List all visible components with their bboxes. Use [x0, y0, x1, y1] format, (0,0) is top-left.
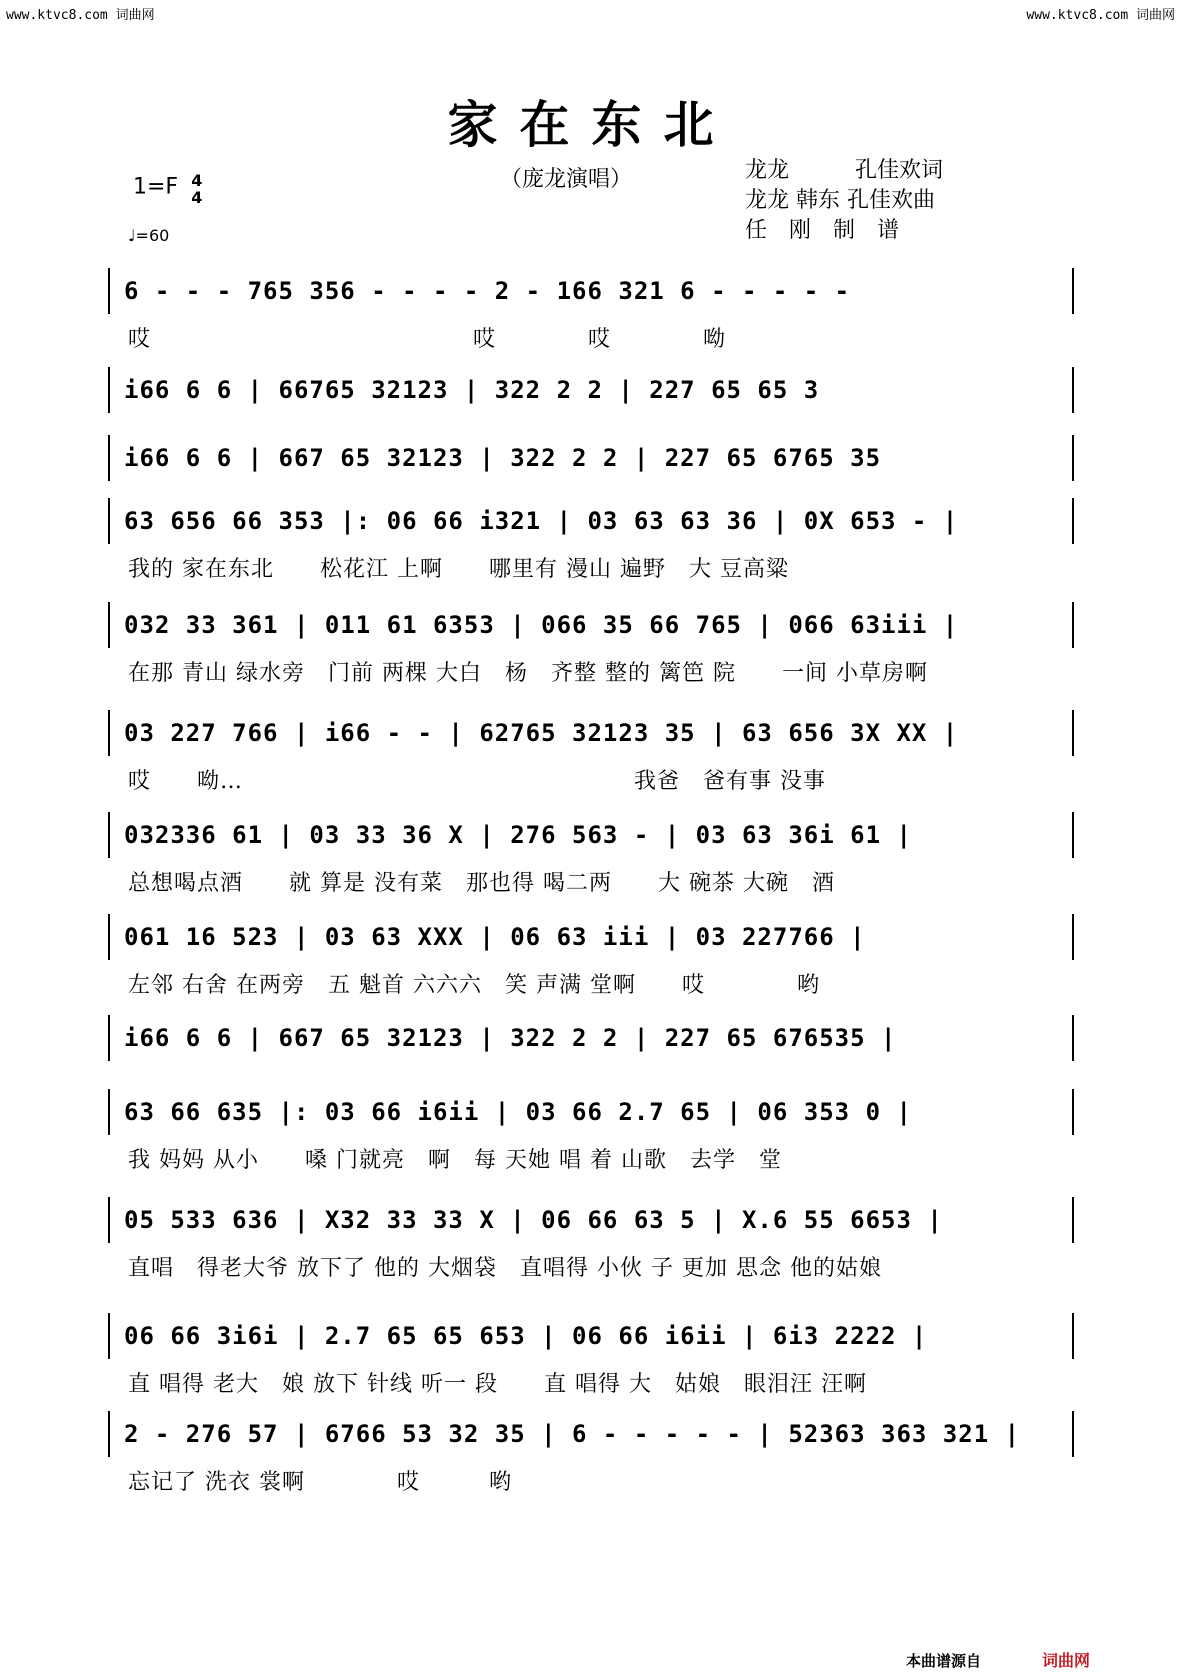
credit-transcriber: 任 刚 制 谱	[745, 218, 900, 243]
lyric-line: 我 妈妈 从小 嗓 门就亮 啊 每 天她 唱 着 山歌 去学 堂	[128, 1148, 782, 1173]
score-system	[108, 812, 1074, 897]
lyric-line: 总想喝点酒 就 算是 没有菜 那也得 喝二两 大 碗茶 大碗 酒	[128, 871, 835, 896]
score-system	[108, 1411, 1074, 1496]
key-signature	[133, 172, 202, 206]
notation-line: i66 6 6 | 667 65 32123 | 322 2 2 | 227 65 6765 35	[108, 435, 1074, 481]
notation-line: 032 33 361 | 011 61 6353 | 066 35 66 765 | 066 63iii |	[108, 602, 1074, 648]
key-label: 1=F	[133, 174, 179, 200]
credit-lyrics: 龙龙 孔佳欢词	[745, 158, 944, 183]
credit-music: 龙龙 韩东 孔佳欢曲	[745, 188, 935, 213]
song-title: 家在东北	[447, 95, 736, 154]
notation-line: 03 227 766 | i66 - - | 62765 32123 35 | 63 656 3X XX |	[108, 710, 1074, 756]
score-system	[108, 268, 1074, 353]
tempo-marking: ♩=60	[128, 226, 170, 245]
notation-line: i66 6 6 | 667 65 32123 | 322 2 2 | 227 65 676535 |	[108, 1015, 1074, 1061]
lyric-line: 哎 呦… 我爸 爸有事 没事	[128, 769, 826, 794]
notation-line: 2 - 276 57 | 6766 53 32 35 | 6 - - - - - | 52363 363 321 |	[108, 1411, 1074, 1457]
time-signature	[191, 172, 202, 206]
time-signature-top: 4	[191, 171, 203, 190]
notation-line: 63 66 635 |: 03 66 i6ii | 03 66 2.7 65 | 06 353 0 |	[108, 1089, 1074, 1135]
score-system	[108, 367, 1074, 421]
performer: （庞龙演唱）	[500, 167, 633, 192]
score-system	[108, 710, 1074, 795]
notation-line: 05 533 636 | X32 33 33 X | 06 66 63 5 | X.6 55 6653 |	[108, 1197, 1074, 1243]
lyric-line: 左邻 右舍 在两旁 五 魁首 六六六 笑 声满 堂啊 哎 哟	[128, 973, 820, 998]
score-system	[108, 498, 1074, 583]
watermark-right: www.ktvc8.com 词曲网	[1026, 8, 1175, 23]
notation-line: 63 656 66 353 |: 06 66 i321 | 03 63 63 36 | 0X 653 - |	[108, 498, 1074, 544]
lyric-line: 直唱 得老大爷 放下了 他的 大烟袋 直唱得 小伙 子 更加 思念 他的姑娘	[128, 1256, 882, 1281]
notation-line: 6 - - - 765 356 - - - - 2 - 166 321 6 - - - - -	[108, 268, 1074, 314]
lyric-line: 在那 青山 绿水旁 门前 两棵 大白 杨 齐整 整的 篱笆 院 一间 小草房啊	[128, 661, 928, 686]
notation-line: 032336 61 | 03 33 36 X | 276 563 - | 03 63 36i 61 |	[108, 812, 1074, 858]
lyric-line: 哎 哎 哎 呦	[128, 327, 727, 352]
notation-line: 061 16 523 | 03 63 XXX | 06 63 iii | 03 227766 |	[108, 914, 1074, 960]
score-system	[108, 1089, 1074, 1174]
source-label: 本曲谱源自	[906, 1652, 982, 1670]
watermark-left: www.ktvc8.com 词曲网	[6, 8, 155, 23]
score-system	[108, 1313, 1074, 1398]
score-system	[108, 435, 1074, 489]
score-system	[108, 1015, 1074, 1069]
credits	[745, 156, 943, 246]
notation-line: i66 6 6 | 66765 32123 | 322 2 2 | 227 65 65 3	[108, 367, 1074, 413]
score-system	[108, 1197, 1074, 1282]
lyric-line: 直 唱得 老大 娘 放下 针线 听一 段 直 唱得 大 姑娘 眼泪汪 汪啊	[128, 1372, 867, 1397]
notation-line: 06 66 3i6i | 2.7 65 65 653 | 06 66 i6ii | 6i3 2222 |	[108, 1313, 1074, 1359]
score-system	[108, 914, 1074, 999]
lyric-line: 我的 家在东北 松花江 上啊 哪里有 漫山 遍野 大 豆高粱	[128, 557, 789, 582]
score-system	[108, 602, 1074, 687]
time-signature-bottom: 4	[191, 188, 203, 207]
lyric-line: 忘记了 洗衣 裳啊 哎 哟	[128, 1470, 512, 1495]
site-logo[interactable]: 词曲网	[1042, 1651, 1091, 1670]
